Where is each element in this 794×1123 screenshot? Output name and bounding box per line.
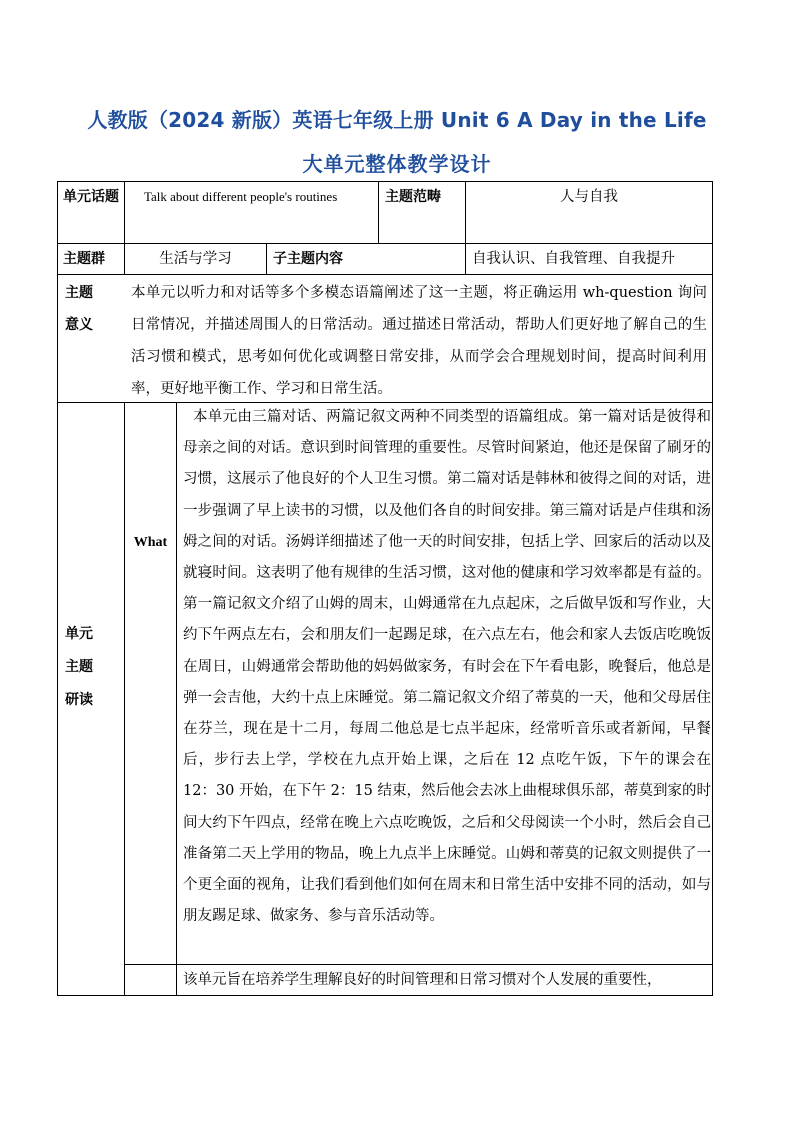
why-text-start: 该单元旨在培养学生理解良好的时间管理和日常习惯对个人发展的重要性，	[183, 972, 662, 988]
theme-category-label: 主题范畴	[385, 189, 441, 205]
sub-theme-value: 自我认识、自我管理、自我提升	[472, 251, 675, 267]
theme-meaning-label-2: 意义	[65, 317, 93, 333]
theme-meaning-text: 本单元以听力和对话等多个多模态语篇阐述了这一主题，将正确运用 wh-question 询问日常情况，并描述周围人的日常活动。通过描述日常活动，帮助人们更好地了解自己的生活习惯和模式，思考如何优化或调整日常安排，从而学会合理规划时间，提高时间利用率，更好地平衡工作、学习和日常生活。	[131, 285, 707, 397]
theme-category-value: 人与自我	[560, 189, 618, 205]
what-label: What	[133, 535, 168, 550]
unit-topic-label: 单元话题	[63, 189, 119, 205]
theme-group-value: 生活与学习	[159, 251, 232, 267]
unit-design-table	[57, 181, 713, 996]
theme-group-label: 主题群	[63, 251, 105, 267]
unit-study-label-3: 研读	[65, 692, 93, 708]
unit-topic-value: Talk about different people's routines	[144, 189, 338, 204]
document-subtitle: 大单元整体教学设计	[302, 152, 492, 176]
what-text: 本单元由三篇对话、两篇记叙文两种不同类型的语篇组成。第一篇对话是彼得和母亲之间的对话。意识到时间管理的重要性。尽管时间紧迫，他还是保留了刷牙的习惯，这展示了他良好的个人卫生习惯。第二篇对话是韩林和彼得之间的对话，进一步强调了早上读书的习惯，以及他们各自的时间安排。第三篇对话是卢佳琪和汤姆之间的对话。汤姆详细描述了他一天的时间安排，包括上学、回家后的活动以及就寝时间。这表明了他有规律的生活习惯，这对他的健康和学习效率都是有益的。第一篇记叙文介绍了山姆的周末，山姆通常在九点起床，之后做早饭和写作业，大约下午两点左右，会和朋友们一起踢足球，在六点左右，他会和家人去饭店吃晚饭 在周日，山姆通常会帮助他的妈妈做家务，有时会在下午看电影，晚餐后，他总是弹一会吉他，大约十点上床睡觉。第二篇记叙文介绍了蒂莫的一天，他和父母居住在芬兰，现在是十二月，每周二他总是七点半起床，经常听音乐或者新闻，早餐后，步行去上学，学校在九点开始上课，之后在 12 点吃午饭，下午的课会在 12：30 开始，在下午 2：15 结束，然后他会去冰上曲棍球俱乐部，蒂莫到家的时间大约下午四点，经常在晚上六点吃晚饭，之后和父母阅读一个小时，然后会自己准备第二天上学用的物品，晚上九点半上床睡觉。山姆和蒂莫的记叙文则提供了一个更全面的视角，让我们看到他们如何在周末和日常生活中安排不同的活动，如与朋友踢足球、做家务、参与音乐活动等。	[183, 409, 711, 925]
unit-study-label-1: 单元	[65, 626, 93, 642]
unit-study-label-2: 主题	[65, 659, 93, 675]
sub-theme-label: 子主题内容	[273, 251, 343, 267]
document-title: 人教版（2024 新版）英语七年级上册 Unit 6 A Day in the Life	[87, 108, 707, 132]
theme-meaning-label-1: 主题	[65, 285, 93, 301]
